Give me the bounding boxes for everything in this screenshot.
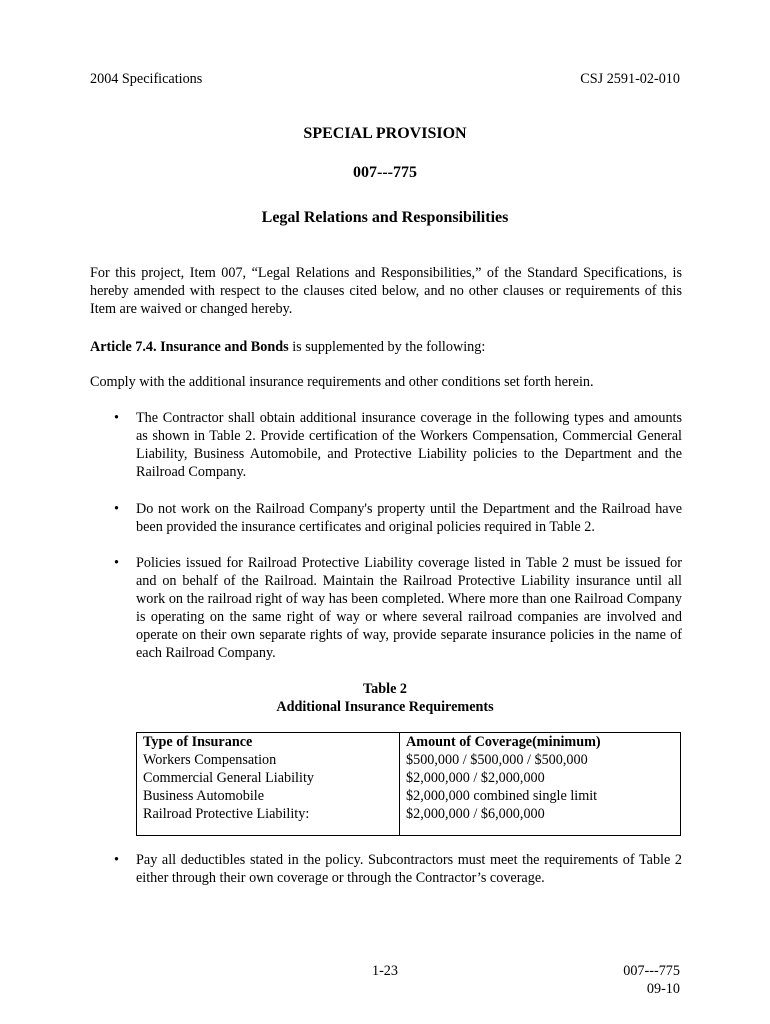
table-row (137, 769, 681, 787)
list-item (90, 409, 682, 481)
table-cell: $2,000,000 combined single limit (400, 787, 681, 805)
provision-subject: Legal Relations and Responsibilities (261, 209, 509, 226)
article-heading: Article 7.4. Insurance and Bonds (90, 339, 289, 355)
list-item-text: Policies issued for Railroad Protective Liability coverage listed in Table 2 must be issued for and on behalf of the Railroad. Maintain the Railroad Protective Liability insurance until all work on the railroad right of way has been completed. Where more than one Railroad Company is operating on the same right of way or where several railroad companies are involved and operate on their own separate rights of way, provide separate insurance policies in the name of each Railroad Company. (136, 555, 682, 661)
provision-number: 007---775 (353, 164, 417, 181)
table-header-cell: Type of Insurance (137, 733, 400, 752)
footer-code (623, 962, 680, 998)
list-item-text: Pay all deductibles stated in the policy. Subcontractors must meet the requirements of Table 2 either through their own coverage or through the Contractor’s coverage. (136, 852, 682, 886)
article-text: is supplemented by the following: (288, 339, 486, 355)
table-cell: Commercial General Liability (137, 769, 400, 787)
table-caption-title: Additional Insurance Requirements (276, 699, 494, 715)
list-item (90, 851, 682, 887)
bullet-icon: • (114, 501, 119, 517)
table-header-cell: Amount of Coverage(minimum) (400, 733, 681, 752)
header-spec-year: 2004 Specifications (90, 71, 203, 87)
table-cell: Workers Compensation (137, 751, 400, 769)
table-cell: $2,000,000 / $2,000,000 (400, 769, 681, 787)
footer-provision-number: 007---775 (623, 963, 680, 979)
table-row (137, 805, 681, 823)
table-row (137, 751, 681, 769)
table-cell: $2,000,000 / $6,000,000 (400, 805, 681, 823)
bullet-icon: • (114, 410, 119, 426)
bullet-icon: • (114, 555, 119, 571)
list-item-text: Do not work on the Railroad Company's property until the Department and the Railroad have been provided the insurance certificates and original policies required in Table 2. (136, 501, 682, 535)
table-caption-number: Table 2 (362, 681, 408, 697)
table-cell: $500,000 / $500,000 / $500,000 (400, 751, 681, 769)
intro-paragraph: For this project, Item 007, “Legal Relations and Responsibilities,” of the Standard Specifications, is hereby amended with respect to the clauses cited below, and no other clauses or requirements of this Item are waived or changed hereby. (90, 265, 682, 317)
article-paragraph (90, 338, 682, 356)
table-header-row (137, 733, 681, 752)
page-number: 1-23 (371, 963, 398, 979)
list-item-text: The Contractor shall obtain additional insurance coverage in the following types and amounts as shown in Table 2. Provide certification of the Workers Compensation, Commercial General Liability, Business Automobile, and Protective Liability policies to the Department and the Railroad Company. (136, 410, 682, 480)
list-item (90, 554, 682, 662)
comply-paragraph: Comply with the additional insurance requirements and other conditions set forth herein. (90, 374, 594, 390)
footer-date: 09-10 (646, 981, 680, 997)
page-title: SPECIAL PROVISION (303, 125, 467, 142)
bullet-icon: • (114, 852, 119, 868)
list-item (90, 500, 682, 536)
table-cell: Railroad Protective Liability: (137, 805, 400, 823)
header-csj-number: CSJ 2591-02-010 (580, 71, 680, 87)
table-cell: Business Automobile (137, 787, 400, 805)
table-row (137, 787, 681, 805)
table-spacer-row (137, 823, 681, 836)
insurance-table (136, 732, 681, 836)
